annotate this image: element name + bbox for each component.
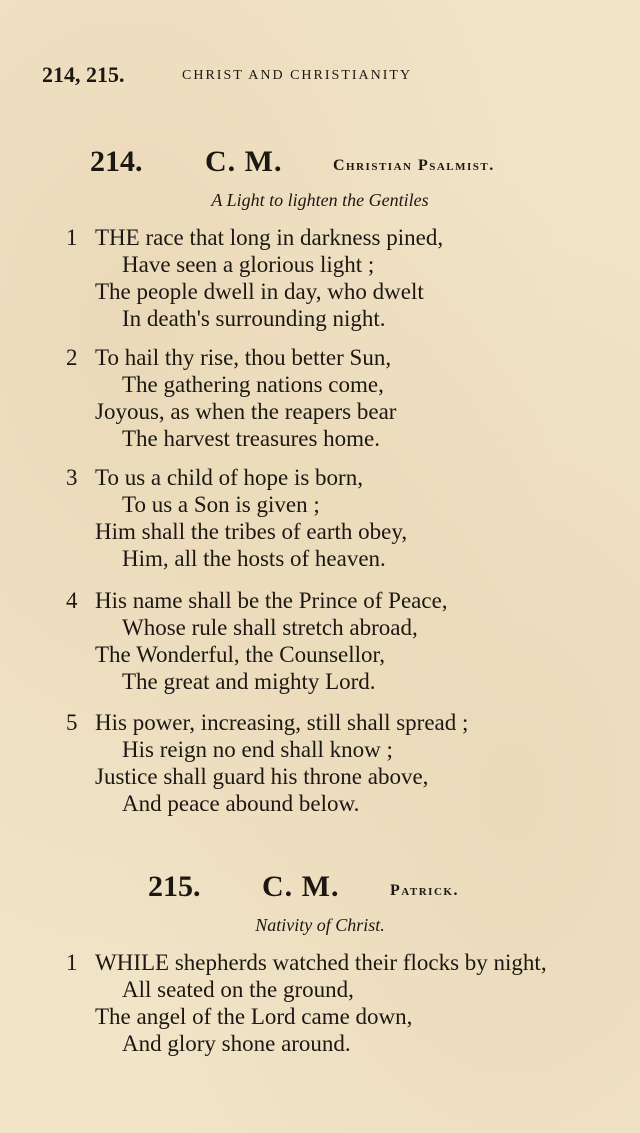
verse-line: The harvest treasures home. <box>122 426 381 451</box>
verse-line: WHILE shepherds watched their flocks by night, <box>95 950 547 975</box>
running-header <box>42 62 602 94</box>
page-numbers: 214, 215. <box>42 62 125 87</box>
verse-line: Whose rule shall stretch abroad, <box>122 615 418 640</box>
verse-line: The gathering nations come, <box>122 372 384 397</box>
verse-line: The people dwell in day, who dwelt <box>95 279 424 304</box>
verse-line: His name shall be the Prince of Peace, <box>95 588 448 613</box>
verse-number: 1 <box>66 225 78 250</box>
verse-line: Justice shall guard his throne above, <box>95 764 429 789</box>
hymn-number: 214. <box>90 145 143 178</box>
hymn-214-subtitle: A Light to lighten the Gentiles <box>211 190 429 210</box>
verse-number: 5 <box>66 710 78 735</box>
verse-line: THE race that long in darkness pined, <box>95 225 444 250</box>
hymn-215-heading <box>0 870 640 910</box>
verse-line: The great and mighty Lord. <box>122 669 376 694</box>
verse-number: 3 <box>66 465 78 490</box>
verse-line: To us a child of hope is born, <box>95 465 363 490</box>
verse-line: To hail thy rise, thou better Sun, <box>95 345 392 370</box>
hymn-meter: C. M. <box>262 870 340 903</box>
hymn-tune: Patrick. <box>390 882 459 899</box>
verse-line: Have seen a glorious light ; <box>122 252 375 277</box>
verse-line: Him shall the tribes of earth obey, <box>95 519 408 544</box>
verse-line: The angel of the Lord came down, <box>95 1004 413 1029</box>
verse-line: In death's surrounding night. <box>122 306 386 331</box>
hymn-meter: C. M. <box>205 145 283 178</box>
verse-line: Him, all the hosts of heaven. <box>122 546 386 571</box>
verse-number: 1 <box>66 950 78 975</box>
verse-number: 2 <box>66 345 78 370</box>
verse-number: 4 <box>66 588 78 613</box>
hymn-214-heading <box>0 145 640 185</box>
hymn-number: 215. <box>148 870 201 903</box>
hymn-tune: Christian Psalmist. <box>333 157 495 174</box>
verse-line: His power, increasing, still shall spread ; <box>95 710 469 735</box>
verse-line: To us a Son is given ; <box>122 492 320 517</box>
verse-line: The Wonderful, the Counsellor, <box>95 642 385 667</box>
verse-line: And peace abound below. <box>122 791 360 816</box>
verse-line: Joyous, as when the reapers bear <box>95 399 397 424</box>
verse-line: All seated on the ground, <box>122 977 354 1002</box>
hymn-215-subtitle: Nativity of Christ. <box>255 915 385 935</box>
verse-line: His reign no end shall know ; <box>122 737 393 762</box>
running-title: CHRIST AND CHRISTIANITY <box>182 68 413 83</box>
verse-line: And glory shone around. <box>122 1031 351 1056</box>
